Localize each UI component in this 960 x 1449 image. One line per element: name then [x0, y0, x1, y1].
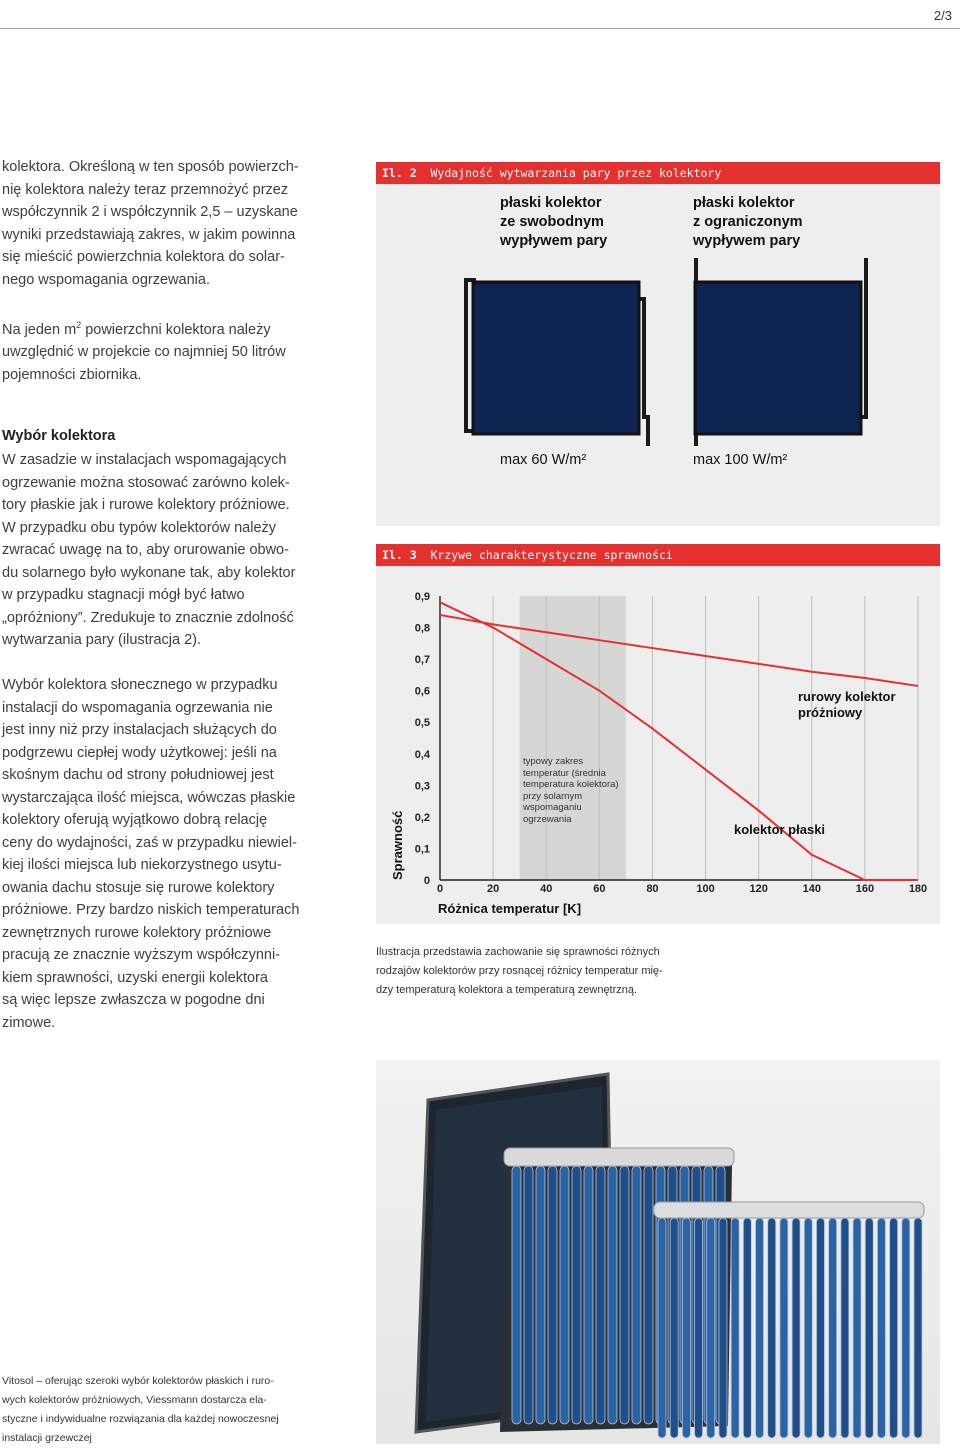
paragraph-2-start: Na jeden m — [2, 321, 77, 338]
vacuum-tube — [620, 1166, 629, 1424]
paragraph-2 — [2, 314, 342, 386]
front-collector-header — [654, 1202, 924, 1218]
vacuum-tube — [829, 1218, 837, 1438]
front-collector-tubes — [658, 1218, 922, 1438]
vacuum-tube — [743, 1218, 751, 1438]
y-tick-label: 0,6 — [414, 685, 430, 698]
vacuum-tube — [804, 1218, 812, 1438]
vacuum-tube — [524, 1166, 533, 1424]
vacuum-tube — [841, 1218, 849, 1438]
figure-3-number: Il. 3 — [382, 548, 417, 562]
vacuum-tube — [816, 1218, 824, 1438]
y-tick-label: 0,7 — [414, 654, 430, 667]
temperature-band-label: typowy zakres temperatur (średnia temperatura kolektora) przy solarnym wspomaganiu ogrzewania — [523, 756, 619, 825]
vacuum-tube-curve — [440, 615, 918, 686]
vacuum-tube — [584, 1166, 593, 1424]
vacuum-tube — [865, 1218, 873, 1438]
vacuum-tube — [853, 1218, 861, 1438]
vacuum-tube — [902, 1218, 910, 1438]
figure-3-label — [376, 544, 940, 566]
left-collector-title: płaski kolektor ze swobodnym wypływem pary — [500, 195, 608, 249]
vacuum-tube — [914, 1218, 922, 1438]
right-collector-max: max 100 W/m² — [693, 452, 788, 468]
figure-3-caption: Ilustracja przedstawia zachowanie się sprawności różnych rodzajów kolektorów przy rosnącej różnicy temperatur mię- dzy temperaturą kolektora a temperaturą zewnętrzną. — [376, 946, 663, 996]
x-tick-label: 0 — [436, 883, 444, 895]
collectors-illustration — [376, 1060, 940, 1444]
figure-2-label — [376, 162, 940, 184]
x-tick-label: 100 — [696, 883, 715, 895]
paragraph-3: W zasadzie w instalacjach wspomagających ogrzewanie można stosować zarówno kolek- tory płaskie jak i rurowe kolektory próżniowe. W przypadku obu typów kolektorów należy zwracać uwagę na to, aby orurowanie obwo- du solarnego było wykonane tak, aby kolektor w przypadku stagnacji mógł być łatwo „opróżniony”. Zredukuje to znacznie zdolność wytwarzania pary (ilustracja 2). — [2, 452, 296, 648]
series-label-flat: kolektor płaski — [734, 822, 826, 837]
vacuum-tube — [658, 1218, 666, 1438]
figure-3-panel — [376, 566, 940, 924]
x-tick-label: 160 — [855, 883, 875, 895]
vacuum-tube — [682, 1218, 690, 1438]
x-tick-label: 80 — [646, 883, 659, 895]
temperature-band — [520, 596, 626, 880]
vacuum-tube — [719, 1218, 727, 1438]
x-tick-label: 140 — [802, 883, 821, 895]
x-tick-label: 40 — [540, 883, 553, 895]
collectors-photo — [376, 1060, 940, 1444]
right-collector-panel — [695, 282, 861, 434]
y-tick-label: 0,4 — [414, 748, 430, 761]
y-tick-label: 0,9 — [414, 591, 430, 603]
paragraph-4: Wybór kolektora słonecznego w przypadku instalacji do wspomagania ogrzewania nie jest inny niż przy instalacjach służących do podgrzewu ciepłej wody użytkowej: jeśli na skośnym dachu od strony południowej jest wystarczająca ilość miejsca, wówczas płaskie kolektory oferują wyjątkowo dobrą relację ceny do wydajności, zaś w przypadku niewiel- kiej ilości miejsca lub niekorzystnego usytu- owania dachu stosuje się rurowe kolektory próżniowe. Przy bardzo niskich temperaturach zewnętrznych rurowe kolektory próżniowe pracują ze znacznie wyższym współczynni- kiem sprawności, uzyski energii kolektora są więc lepsze zwłaszcza w pogodne dni zimowe. — [2, 677, 300, 1031]
paragraph-1: kolektora. Określoną w ten sposób powierzch- nię kolektora należy teraz przemnożyć przez współczynnik 2 i współczynnik 2,5 – uzyskane wyniki przedstawiają zakres, w jakim powinna się mieścić powierzchnia kolektora do solar- nego wspomagania ogrzewania. — [2, 159, 299, 288]
vacuum-tube — [596, 1166, 605, 1424]
tube-collector-header — [504, 1148, 734, 1166]
x-axis-label: Różnica temperatur [K] — [438, 901, 582, 916]
left-collector-max: max 60 W/m² — [500, 452, 587, 468]
vacuum-tube — [512, 1166, 521, 1424]
section-heading: Wybór kolektora — [2, 428, 116, 444]
photo-caption: Vitosol – oferując szeroki wybór kolektorów płaskich i ruro- wych kolektorów próżniowych, Viessmann dostarcza ela- styczne i indywidualne rozwiązania dla każdej nowoczesnej instalacji grzewczej — [2, 1375, 279, 1444]
left-collector-panel — [473, 282, 639, 434]
y-tick-label: 0,8 — [414, 622, 430, 635]
y-axis-label: Sprawność — [390, 810, 405, 880]
x-tick-label: 60 — [593, 883, 606, 895]
vacuum-tube — [572, 1166, 581, 1424]
flat-collector-curve — [440, 602, 918, 880]
header-rule — [0, 28, 960, 29]
y-tick-label: 0,5 — [414, 717, 430, 730]
vacuum-tube — [548, 1166, 557, 1424]
figure-2-number: Il. 2 — [382, 166, 417, 180]
x-tick-label: 20 — [486, 883, 500, 895]
figure-2-panel — [376, 184, 940, 526]
y-tick-label: 0,1 — [414, 843, 430, 856]
vacuum-tube — [536, 1166, 545, 1424]
superscript-2: 2 — [76, 320, 82, 330]
y-tick-label: 0,3 — [414, 780, 430, 793]
x-tick-label: 180 — [908, 883, 928, 895]
vacuum-tube — [890, 1218, 898, 1438]
series-label-vacuum: rurowy kolektor próżniowy — [798, 689, 896, 720]
vacuum-tube — [780, 1218, 788, 1438]
y-tick-label: 0,2 — [414, 811, 430, 824]
x-tick-label: 120 — [749, 883, 768, 895]
vacuum-tube — [632, 1166, 641, 1424]
page-number: 2/3 — [933, 8, 952, 23]
vacuum-tube — [792, 1218, 800, 1438]
collectors-diagram — [376, 184, 940, 526]
paragraph-2-end: powierzchni kolektora należy uwzględnić w projekcie co najmniej 50 litrów pojemności zbiornika. — [2, 321, 286, 383]
right-collector-title: płaski kolektor z ograniczonym wypływem pary — [693, 195, 803, 249]
vacuum-tube — [731, 1218, 739, 1438]
efficiency-chart — [376, 566, 940, 924]
vacuum-tube — [608, 1166, 617, 1424]
figure-3-title: Krzywe charakterystyczne sprawności — [430, 548, 673, 562]
vacuum-tube — [560, 1166, 569, 1424]
vacuum-tube — [768, 1218, 776, 1438]
vacuum-tube — [644, 1166, 653, 1424]
vacuum-tube — [695, 1218, 703, 1438]
vacuum-tube — [707, 1218, 715, 1438]
y-tick-label: 0 — [423, 875, 430, 887]
vacuum-tube — [877, 1218, 885, 1438]
vacuum-tube — [670, 1218, 678, 1438]
vacuum-tube — [756, 1218, 764, 1438]
figure-2-title: Wydajność wytwarzania pary przez kolektory — [430, 166, 722, 180]
